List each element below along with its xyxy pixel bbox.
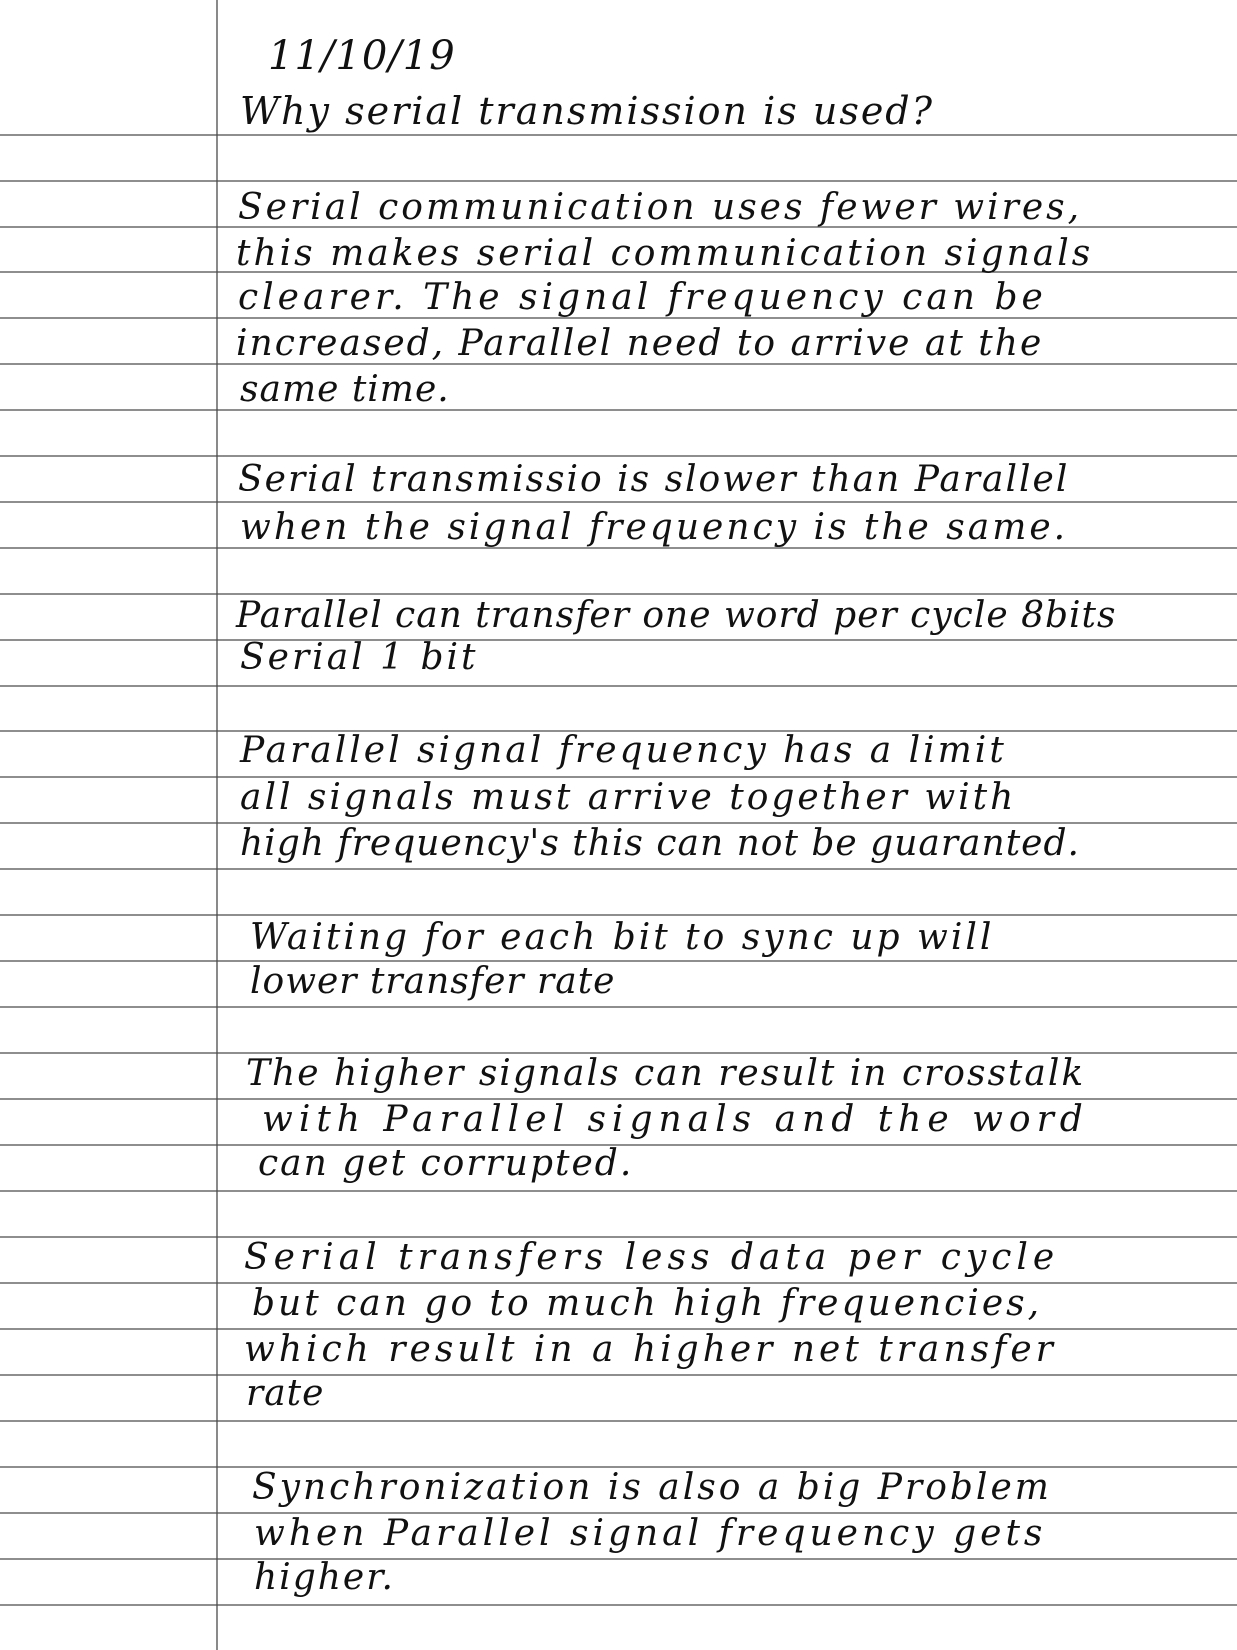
answer-line: Serial communication uses fewer wires, (238, 187, 1083, 228)
answer-line: same time. (240, 369, 450, 410)
note-question: Why serial transmission is used? (240, 89, 935, 133)
answer-line: Parallel can transfer one word per cycle 8bits (236, 595, 1117, 636)
answer-line: Parallel signal frequency has a limit (240, 730, 1007, 771)
answer-line: higher. (254, 1557, 395, 1598)
answer-line: Serial 1 bit (240, 637, 479, 678)
answer-line: when Parallel signal frequency gets (254, 1513, 1047, 1554)
answer-line: clearer. The signal frequency can be (238, 277, 1047, 318)
answer-line: but can go to much high frequencies, (252, 1283, 1043, 1324)
answer-line: with Parallel signals and the word (262, 1099, 1089, 1140)
answer-line: this makes serial communication signals (236, 233, 1094, 274)
note-date: 11/10/19 (268, 33, 456, 79)
answer-line: increased, Parallel need to arrive at the (236, 323, 1044, 364)
answer-line: when the signal frequency is the same. (240, 507, 1069, 548)
answer-line: which result in a higher net transfer (244, 1329, 1057, 1370)
answer-line: rate (246, 1373, 325, 1414)
answer-line: Waiting for each bit to sync up will (250, 917, 995, 958)
answer-line: lower transfer rate (250, 961, 616, 1002)
answer-line: can get corrupted. (258, 1143, 634, 1184)
answer-line: Synchronization is also a big Problem (252, 1467, 1052, 1508)
answer-line: Serial transmissio is slower than Parallel (238, 459, 1070, 500)
answer-line: all signals must arrive together with (240, 777, 1017, 818)
answer-line: high frequency's this can not be guaranted. (240, 823, 1080, 864)
answer-line: Serial transfers less data per cycle (244, 1237, 1060, 1278)
answer-line: The higher signals can result in crosstalk (246, 1053, 1086, 1094)
